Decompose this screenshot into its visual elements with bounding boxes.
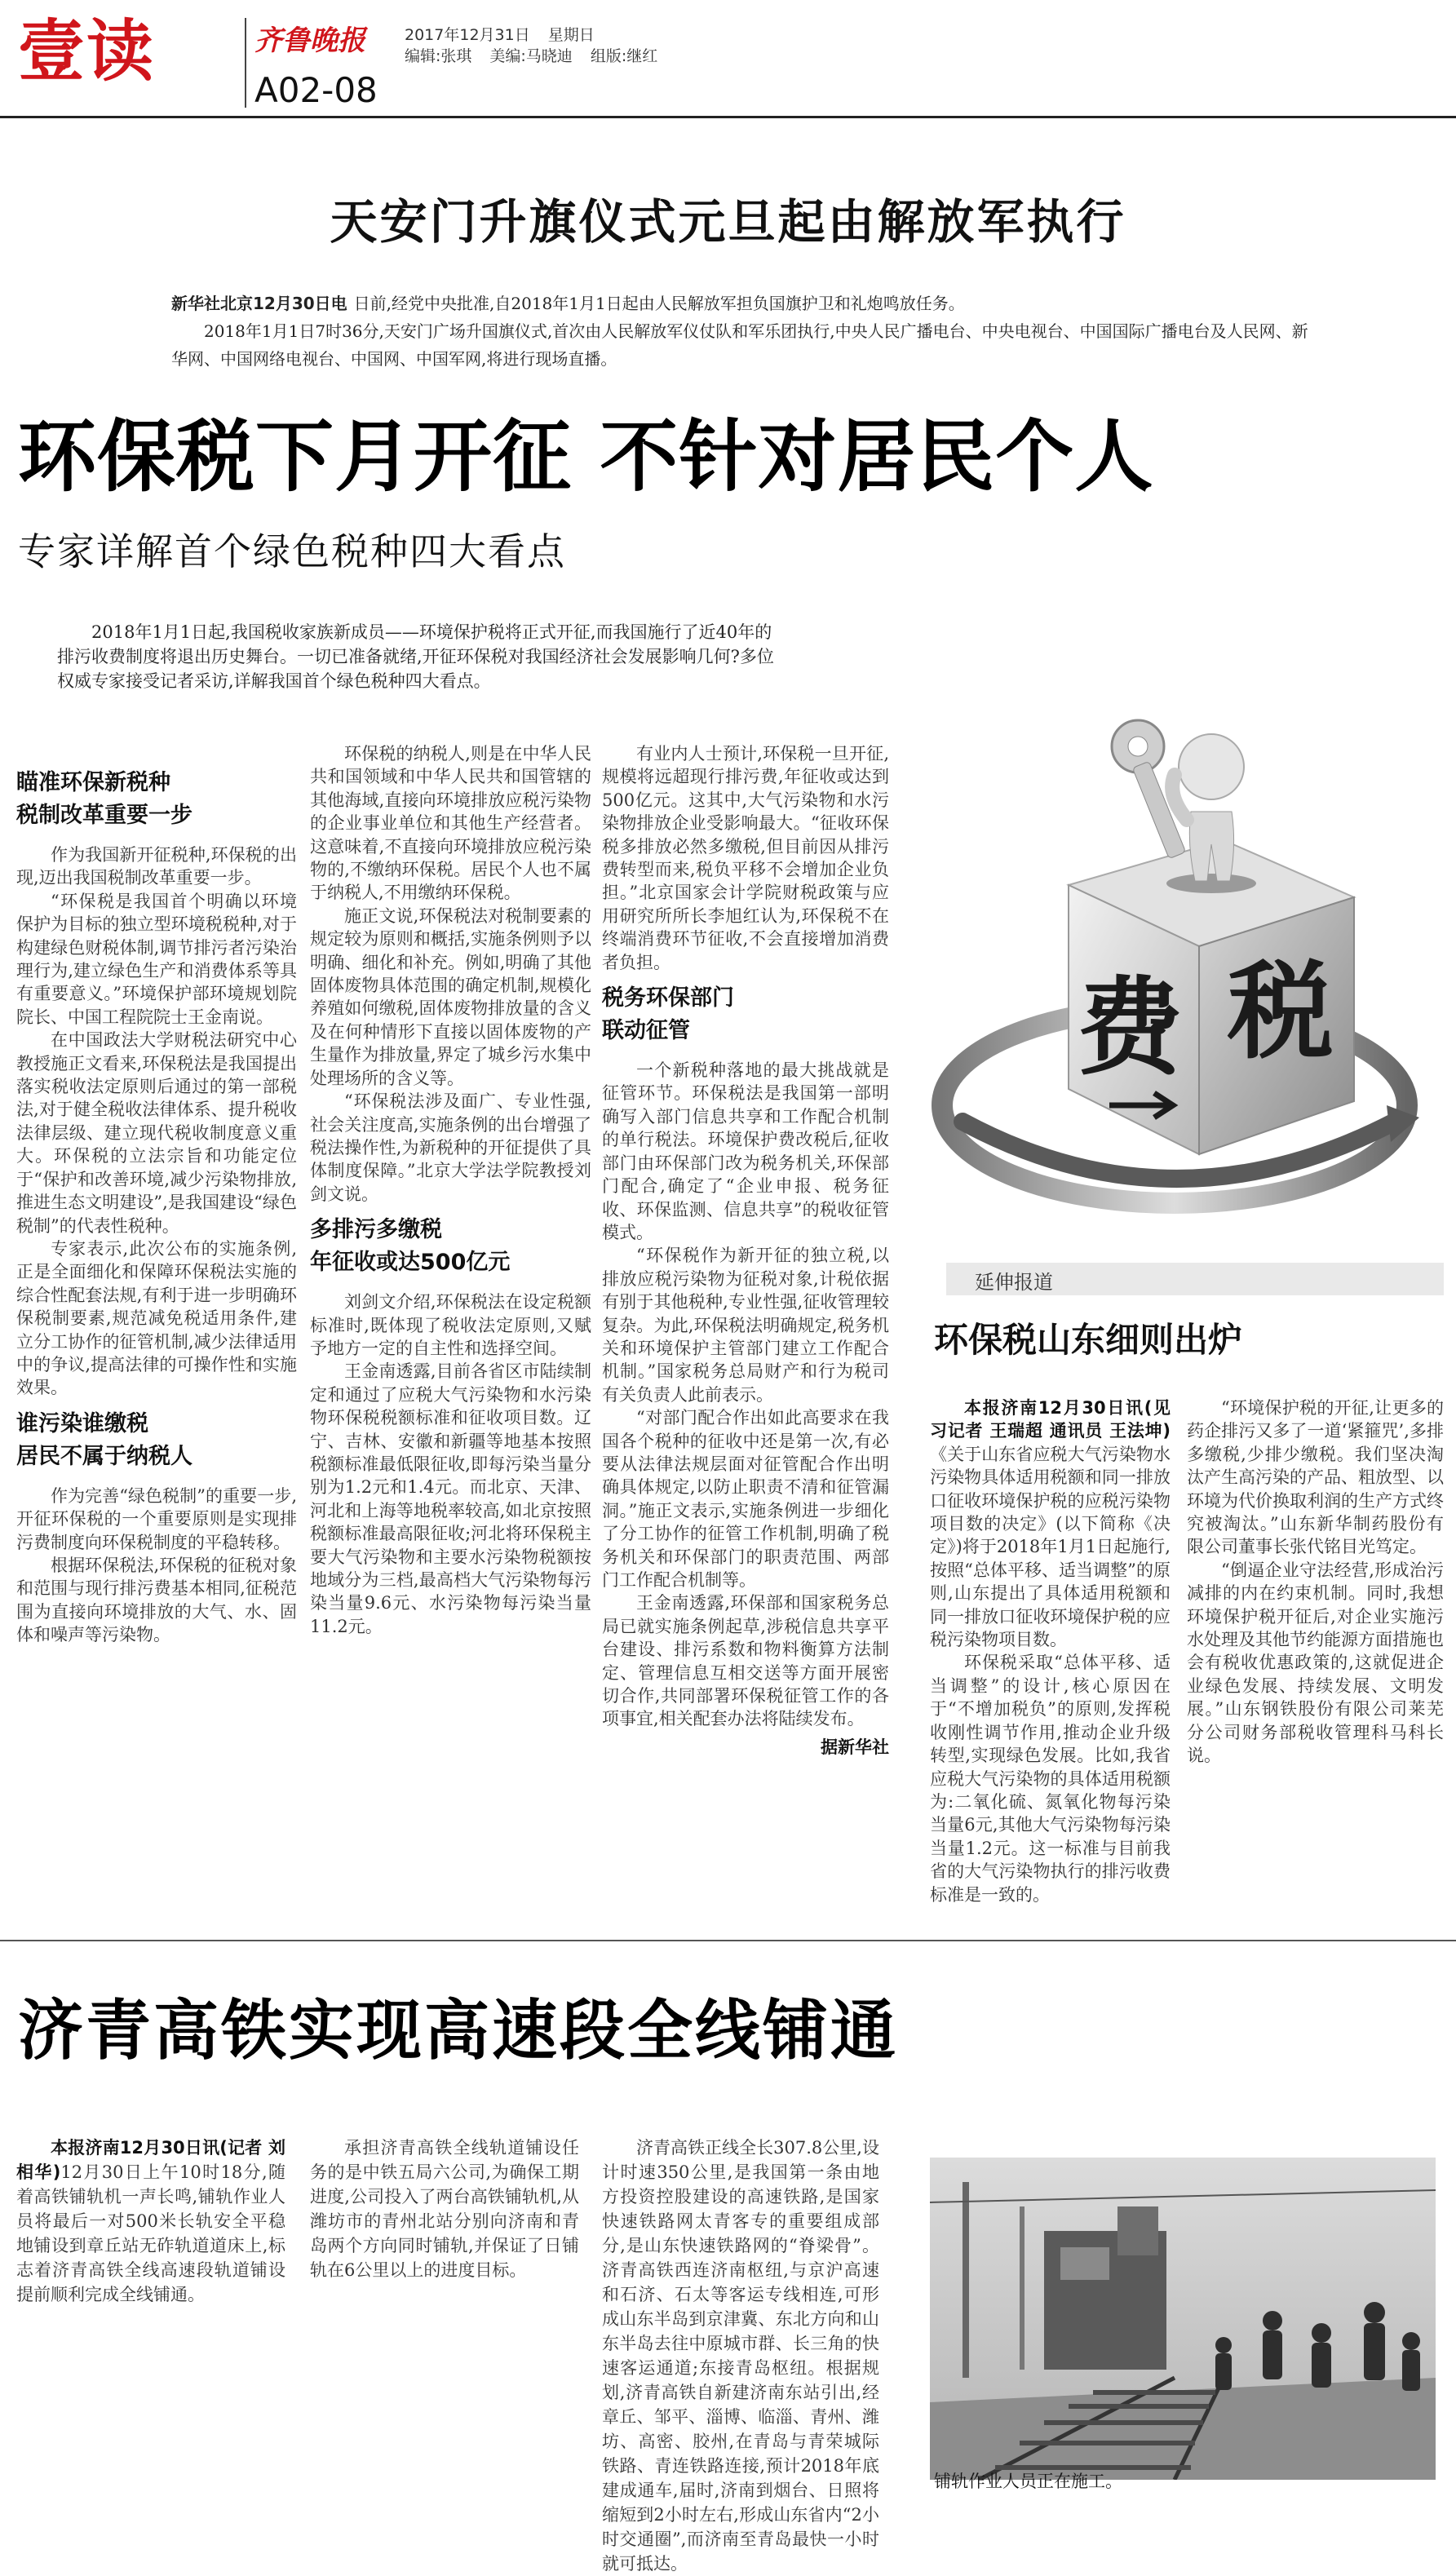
fee-to-tax-illustration (930, 697, 1452, 1285)
brief-flag-ceremony (171, 290, 1321, 373)
paragraph: 王金南透露,目前各省区市陆续制定和通过了应税大气污染物和水污染物环保税税额标准和征收项目数。辽宁、吉林、安徽和新疆等地基本按照税额标准最低限征收,即每污染当量分别为1.2元和1.4元。而北京、天津、河北和上海等地税率较高,如北京按照税额标准最高限征收;河北将环保税主要大气污染物和主要水污染物税额按地域分为三档,最高档大气污染物每污染当量9.6元、水污染物每污染当量11.2元。 (310, 1361, 591, 1636)
headline-env-tax: 环保税下月开征 不针对居民个人 (18, 411, 1154, 502)
section-brand: 壹读 (18, 13, 156, 91)
paper-name: 齐鲁晚报 (254, 24, 365, 57)
paragraph: 专家表示,此次公布的实施条例,正是全面细化和保障环保税法实施的综合性配套法规,有利于进一步明确环保税制要素,规范减免税适用条件,建立分工协作的征管机制,减少法律适用中的争议,提高法律的可操作性和实施效果。 (16, 1238, 297, 1398)
photo-caption: 铺轨作业人员正在施工。 (934, 2472, 1122, 2491)
rail-column-2 (310, 2136, 579, 2282)
editor-credit: 编辑:张琪 (405, 47, 472, 65)
art-credit: 美编:马晓迪 (489, 47, 573, 65)
paragraph: “倒逼企业守法经营,形成治污减排的内在约束机制。同时,我想环境保护税开征后,对企业实施污水处理及其他节约能源方面措施也会有税收优惠政策的,这就促进企业绿色发展、持续发展、文明发展。”山东钢铁股份有限公司莱芜分公司财务部税收管理科马科长说。 (1187, 1560, 1444, 1766)
issue-date: 2017年12月31日 (405, 26, 530, 44)
sidebar-dateline: 本报济南12月30日讯(见习记者 王瑞超 通讯员 王法坤) (930, 1398, 1171, 1441)
section-rule (0, 1940, 1456, 1941)
article-column-3 (602, 742, 889, 1759)
issue-weekday: 星期日 (547, 26, 595, 44)
headline-railway: 济青高铁实现高速段全线铺通 (18, 1993, 898, 2069)
rail-column-1 (16, 2136, 285, 2307)
paragraph: “环保税作为新开征的独立税,以排放应税污染物为征税对象,计税依据有别于其他税种,专业性强,征收管理较复杂。为此,环保税法明确规定,税务机关和环境保护主管部门建立工作配合机制。”国家税务总局财产和行为税司有关负责人此前表示。 (602, 1246, 889, 1405)
article-signoff: 据新华社 (821, 1736, 889, 1757)
rail-dateline: 本报济南12月30日讯(记者 刘相华) (16, 2138, 285, 2182)
rail-column-3 (602, 2136, 879, 2576)
paragraph: 王金南透露,环保部和国家税务总局已就实施条例起草,涉税信息共享平台建设、排污系数和物料衡算方法制定、管理信息互相交送等方面开展密切合作,共同部署环保税征管工作的各项事宜,相关配套办法将陆续发布。 (602, 1593, 889, 1729)
paragraph: “环境保护税的开征,让更多的药企排污又多了一道‘紧箍咒’,多排多缴税,少排少缴税。我们坚决淘汰产生高污染的产品、粗放型、以环境为代价换取利润的生产方式终究被淘汰。”山东新华制药股份有限公司董事长张代铭目光笃定。 (1187, 1398, 1444, 1557)
sidebar-column-2 (1187, 1396, 1444, 1768)
brief-text-2: 2018年1月1日7时36分,天安门广场升国旗仪式,首次由人民解放军仪仗队和军乐团执行,中央人民广播电台、中央电视台、中国国际广播电台及人民网、新华网、中国网络电视台、中国网、中国军网,将进行现场直播。 (171, 321, 1308, 369)
paragraph: 根据环保税法,环保税的征税对象和范围与现行排污费基本相同,征税范围为直接向环境排放的大气、水、固体和噪声等污染物。 (16, 1555, 297, 1645)
glyph-fee: 费 (1077, 965, 1184, 1090)
masthead-rule (0, 116, 1456, 118)
brief-dateline: 新华社北京12月30日电 (171, 294, 347, 313)
section-heading: 税务环保部门 联动征管 (602, 985, 734, 1044)
paragraph: “环保税是我国首个明确以环境保护为目标的独立型环境税税种,对于构建绿色财税体制,调节排污者污染治理行为,建立绿色生产和消费体系等具有重要意义。”环境保护部环境规划院院长、中国工程院院士王金南说。 (16, 891, 297, 1027)
section-heading: 瞄准环保新税种 税制改革重要一步 (16, 770, 193, 828)
paragraph: 作为我国新开征税种,环保税的出现,迈出我国税制改革重要一步。 (16, 845, 297, 888)
masthead-meta (405, 24, 675, 67)
paragraph: 一个新税种落地的最大挑战就是征管环节。环保税法是我国第一部明确写入部门信息共享和工作配合机制的单行税法。环境保护费改税后,征收部门由环保部门改为税务机关,环保部门配合,确定了“企业申报、税务征收、环保监测、信息共享”的税收征管模式。 (602, 1060, 889, 1242)
article-column-1 (16, 759, 297, 1647)
paragraph (16, 2136, 285, 2307)
headline-flag-ceremony: 天安门升旗仪式元旦起由解放军执行 (330, 194, 1126, 250)
paragraph: 施正文说,环保税法对税制要素的规定较为原则和概括,实施条例则予以明确、细化和补充。例如,明确了其他固体废物具体范围的确定机制,规模化养殖如何缴税,固体废物排放量的含义及在何种情形下直接以固体废物的产生量作为排放量,界定了城乡污水集中处理场所的含义等。 (310, 905, 591, 1088)
paragraph: “环保税法涉及面广、专业性强,社会关注度高,实施条例的出台增强了税法操作性,为新税种的开征提供了具体制度保障。”北京大学法学院教授刘剑文说。 (310, 1091, 591, 1204)
track-laying-photo (930, 2158, 1436, 2480)
subheadline-env-tax: 专家详解首个绿色税种四大看点 (18, 529, 566, 573)
sidebar-paragraph-1: 《关于山东省应税大气污染物水污染物具体适用税额和同一排放口征收环境保护税的应税污染物项目数的决定》(以下简称《决定》)将于2018年1月1日起施行,按照“总体平移、适当调整”的原则,山东提出了具体适用税额和同一排放口征收环境保护税的应税污染物项目数。 (930, 1444, 1171, 1650)
masthead-divider (245, 18, 246, 108)
paragraph (930, 1396, 1171, 1651)
paragraph: “对部门配合作出如此高要求在我国各个税种的征收中还是第一次,有必要从法律法规层面对征管配合作出明确具体规定,以防止职责不清和征管漏洞。”施正文表示,实施条例进一步细化了分工协作的征管工作机制,明确了税务机关和环保部门的职责范围、两部门工作配合机制等。 (602, 1408, 889, 1590)
paragraph: 有业内人士预计,环保税一旦开征,规模将远超现行排污费,年征收或达到500亿元。这其中,大气污染物和水污染物排放企业受影响最大。“征收环保税多排放必然多缴税,但目前因从排污费转型而来,税负平移不会增加企业负担。”北京国家会计学院财税政策与应用研究所所长李旭红认为,环保税不在终端消费环节征收,不会直接增加消费者负担。 (602, 744, 889, 972)
paragraph: 作为完善“绿色税制”的重要一步,开征环保税的一个重要原则是实现排污费制度向环保税制度的平稳转移。 (16, 1485, 297, 1552)
paragraph: 环保税的纳税人,则是在中华人民共和国领域和中华人民共和国管辖的其他海域,直接向环境排放应税污染物的企业事业单位和其他生产经营者。这意味着,不直接向环境排放应税污染物的,不缴纳环保税。居民个人也不属于纳税人,不用缴纳环保税。 (310, 744, 591, 903)
paragraph: 刘剑文介绍,环保税法在设定税额标准时,既体现了税收法定原则,又赋予地方一定的自主性和选择空间。 (310, 1292, 591, 1358)
paragraph: 承担济青高铁全线轨道铺设任务的是中铁五局六公司,为确保工期进度,公司投入了两台高铁铺轨机,从潍坊市的青州北站分别向济南和青岛两个方向同时铺轨,并保证了日铺轨在6公里以上的进度目标。 (310, 2138, 579, 2280)
brief-text-1: 日前,经党中央批准,自2018年1月1日起由人民解放军担负国旗护卫和礼炮鸣放任务。 (353, 294, 965, 313)
paragraph: 济青高铁正线全长307.8公里,设计时速350公里,是我国第一条由地方投资控股建设的高速铁路,是国家快速铁路网太青客专的重要组成部分,是山东快速铁路网的“脊梁骨”。济青高铁西连济南枢纽,与京沪高速和石济、石太等客运专线相连,可形成山东半岛到京津冀、东北方向和山东半岛去往中原城市群、长三角的快速客运通道;东接青岛枢纽。根据规划,济青高铁自新建济南东站引出,经章丘、邹平、淄博、临淄、青州、潍坊、高密、胶州,在青岛与青荣城际铁路、青连铁路连接,预计2018年底建成通车,届时,济南到烟台、日照将缩短到2小时左右,形成山东省内“2小时交通圈”,而济南至青岛最快一小时就可抵达。 (602, 2138, 879, 2574)
sidebar-tag: 延伸报道 (975, 1271, 1053, 1294)
page-code: A02-08 (254, 70, 378, 110)
article-column-2 (310, 742, 591, 1638)
rail-paragraph-1: 12月30日上午10时18分,随着高铁铺轨机一声长鸣,铺轨作业人员将最后一对500米长轨安全平稳地铺设到章丘站无砟轨道道床上,标志着济青高铁全线高速段轨道铺设提前顺利完成全线铺通。 (16, 2162, 285, 2304)
paragraph: 环保税采取“总体平移、适当调整”的设计,核心原因在于“不增加税负”的原则,发挥税收刚性调节作用,推动企业升级转型,实现绿色发展。比如,我省应税大气污染物的具体适用税额为:二氧化硫、氮氧化物每污染当量6元,其他大气污染物每污染当量1.2元。这一标准与目前我省的大气污染物执行的排污收费标准是一致的。 (930, 1653, 1171, 1905)
sidebar-column-1 (930, 1396, 1171, 1906)
section-heading: 谁污染谁缴税 居民不属于纳税人 (16, 1410, 193, 1469)
layout-credit: 组版:继红 (590, 47, 658, 65)
glyph-tax: 税 (1228, 949, 1334, 1073)
paragraph: 在中国政法大学财税法研究中心教授施正文看来,环保税法是我国提出落实税收法定原则后通过的第一部税法,对于健全税收法律体系、提升税收法律层级、建立现代税收制度意义重大。环保税的立法宗旨和功能定位于“保护和改善环境,减少污染物排放,推进生态文明建设”,是我国建设“绿色税制”的代表性税种。 (16, 1030, 297, 1236)
intro-env-tax: 2018年1月1日起,我国税收家族新成员——环境保护税将正式开征,而我国施行了近40年的排污收费制度将退出历史舞台。一切已准备就绪,开征环保税对我国经济社会发展影响几何?多位权威专家接受记者采访,详解我国首个绿色税种四大看点。 (57, 622, 774, 691)
sidebar-headline: 环保税山东细则出炉 (934, 1320, 1243, 1360)
section-heading: 多排污多缴税 年征收或达500亿元 (310, 1217, 511, 1276)
